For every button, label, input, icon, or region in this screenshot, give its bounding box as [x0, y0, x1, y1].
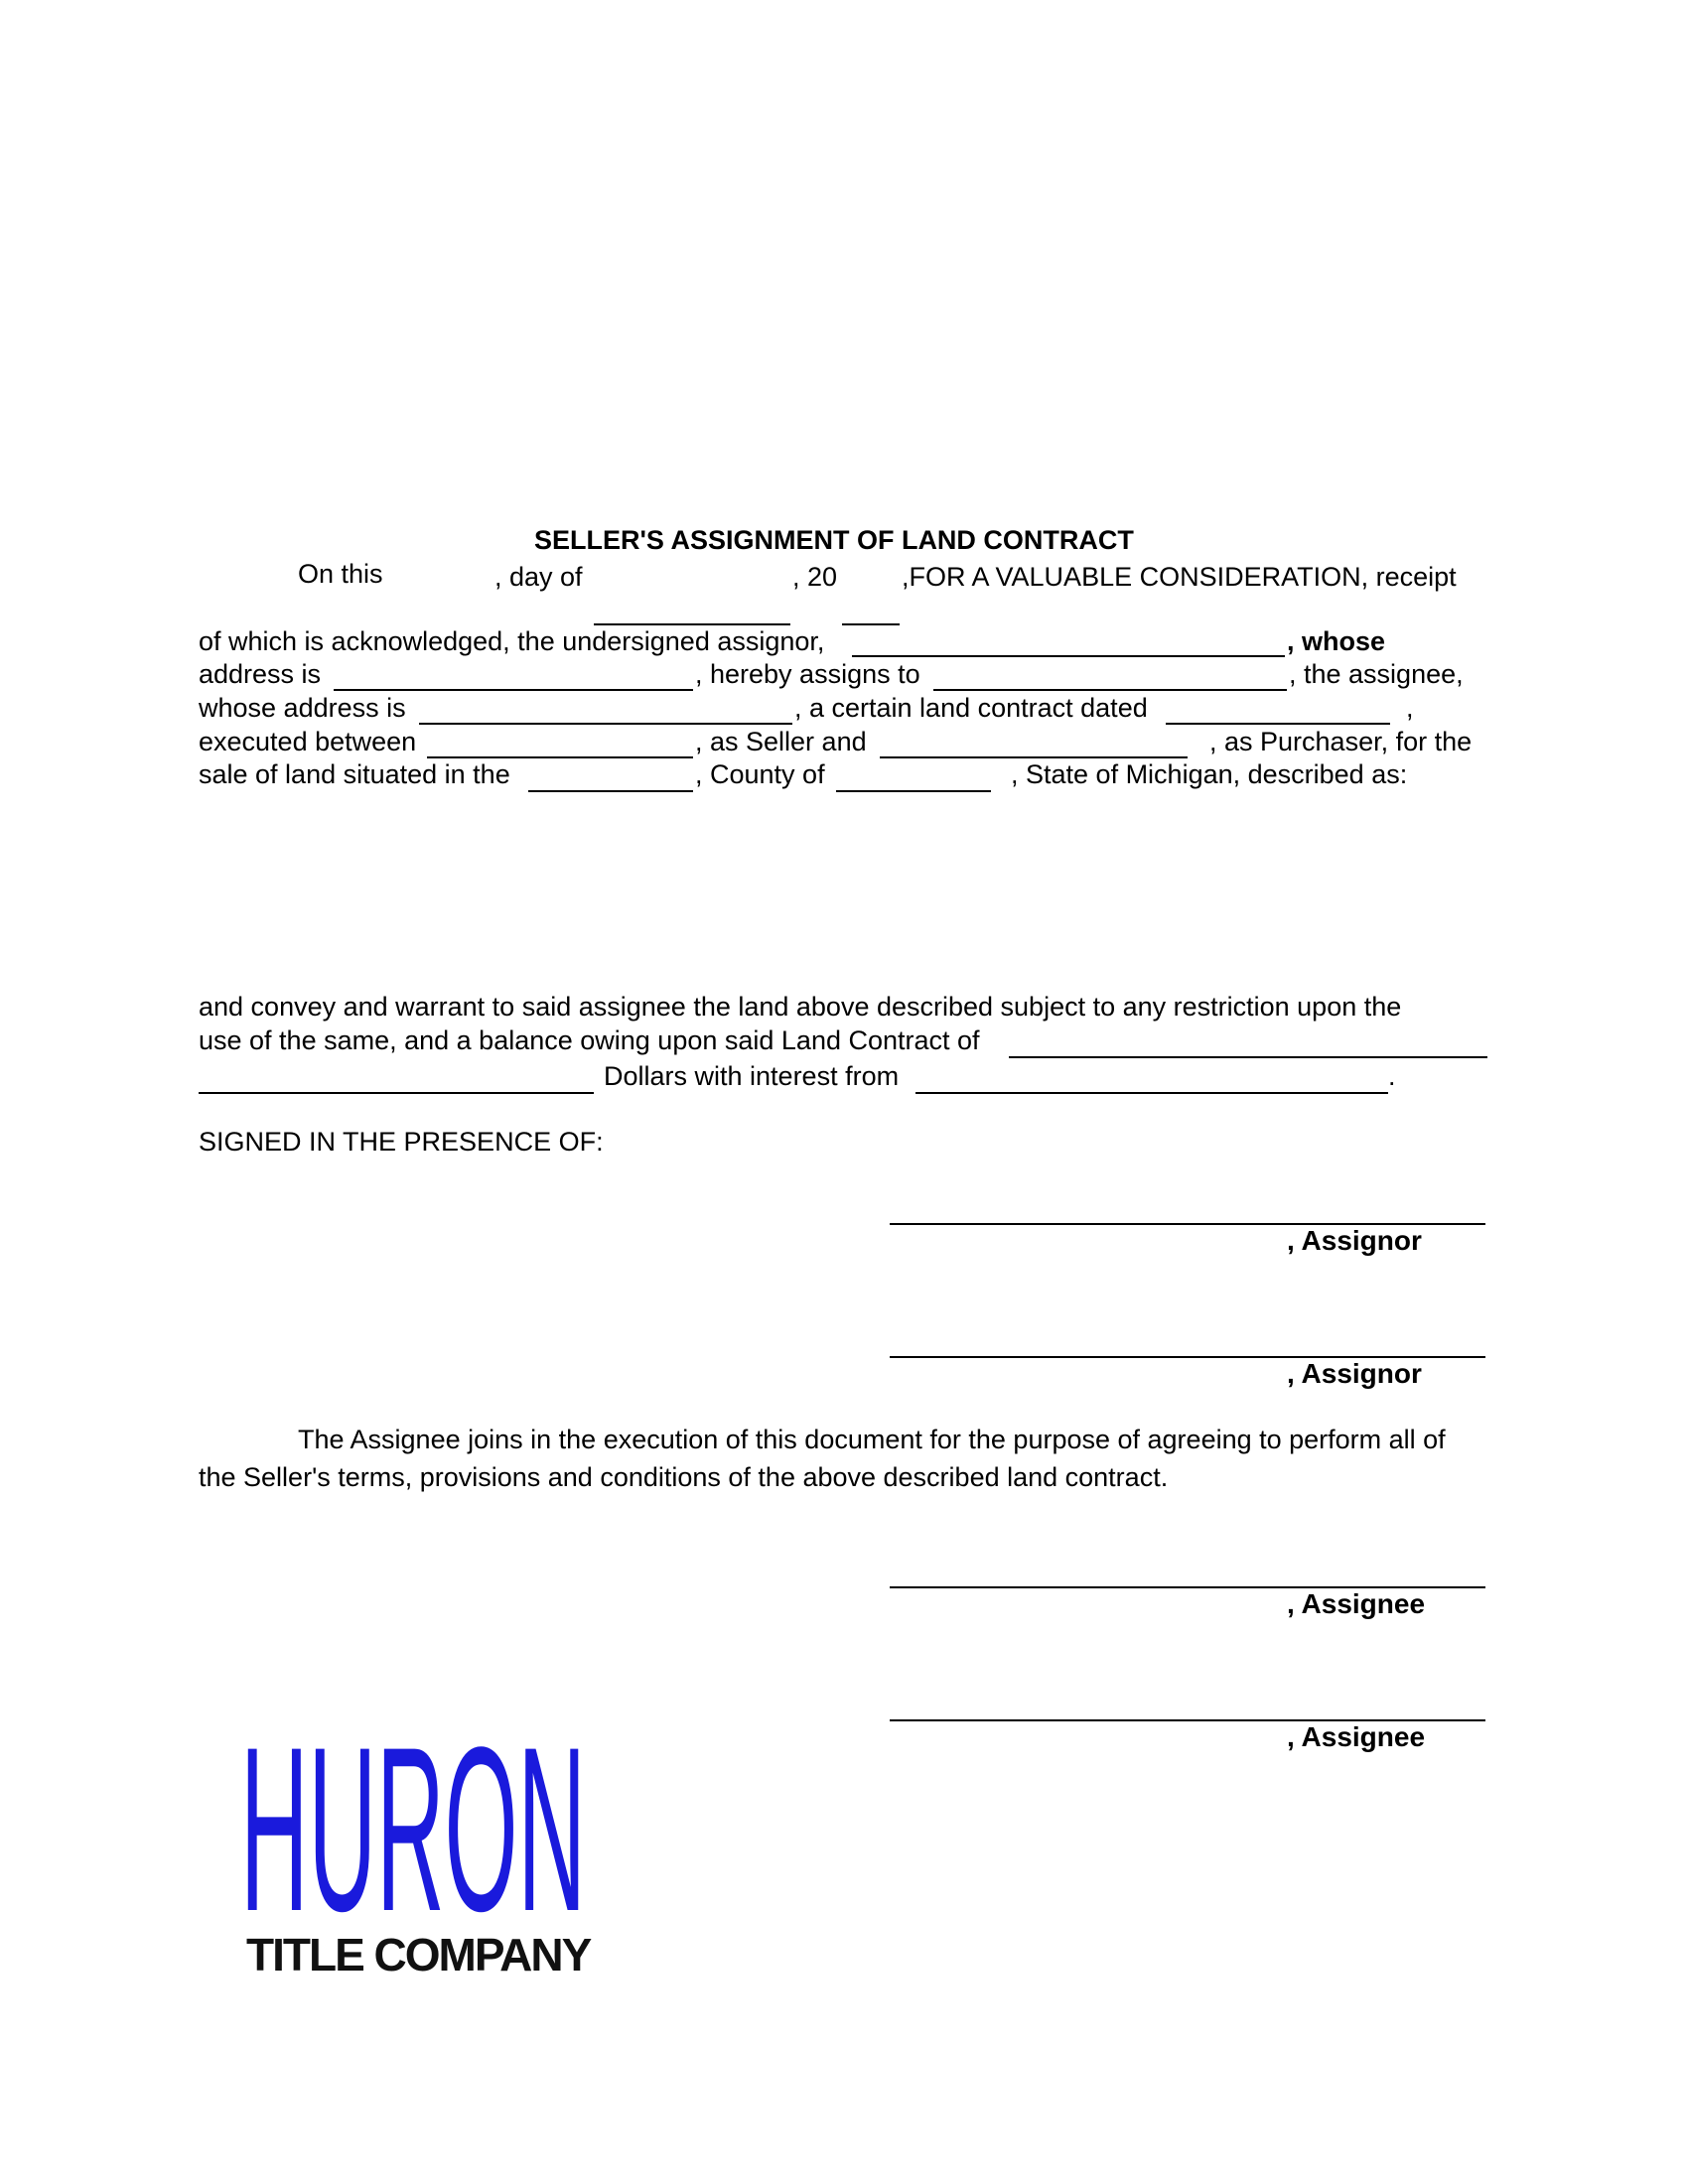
year-prefix-text: , 20: [792, 562, 838, 592]
as-seller-text: , as Seller and: [695, 727, 867, 756]
as-purchaser-text: , as Purchaser, for the: [1209, 727, 1473, 756]
assignee-name-blank[interactable]: [933, 689, 1287, 691]
period-text: .: [1388, 1061, 1396, 1091]
consideration-text: ,FOR A VALUABLE CONSIDERATION, receipt: [902, 562, 1457, 592]
executed-between-text: executed between: [199, 727, 417, 756]
state-of-michigan-text: , State of Michigan, described as:: [1011, 759, 1408, 789]
assignee-address-blank[interactable]: [419, 723, 792, 725]
logo-subtitle: TITLE COMPANY: [246, 1929, 591, 1980]
whose-address-text: whose address is: [199, 693, 406, 723]
p3-line1-text: The Assignee joins in the execution of this document for the purpose of agreeing to perform all of: [298, 1425, 1446, 1454]
assignor-label-2: , Assignor: [1287, 1358, 1422, 1389]
interest-date-blank[interactable]: [915, 1092, 1388, 1094]
p2-line2-text: use of the same, and a balance owing upon said Land Contract of: [199, 1025, 980, 1055]
municipality-blank[interactable]: [528, 790, 693, 792]
assignor-name-blank[interactable]: [852, 655, 1285, 657]
document-title: SELLER'S ASSIGNMENT OF LAND CONTRACT: [534, 525, 1134, 555]
the-assignee-text: , the assignee,: [1289, 659, 1464, 689]
p3-line2-text: the Seller's terms, provisions and conditions of the above described land contract.: [199, 1462, 1169, 1492]
county-blank[interactable]: [836, 790, 991, 792]
address-is-text: address is: [199, 659, 322, 689]
hereby-assigns-text: , hereby assigns to: [695, 659, 920, 689]
balance-amount-blank-2[interactable]: [199, 1092, 594, 1094]
assignor-address-blank[interactable]: [334, 689, 693, 691]
year-blank[interactable]: [842, 623, 900, 625]
date-comma-text: ,: [1406, 693, 1414, 723]
witness-heading: SIGNED IN THE PRESENCE OF:: [199, 1127, 604, 1157]
assignor-label-1: , Assignor: [1287, 1225, 1422, 1256]
assignee-label-1: , Assignee: [1287, 1588, 1426, 1619]
assignee-label-2: , Assignee: [1287, 1721, 1426, 1752]
county-of-text: , County of: [695, 759, 825, 789]
contract-date-blank[interactable]: [1166, 723, 1390, 725]
on-this-text: On this: [298, 559, 383, 589]
logo-main-text: HURON: [240, 1699, 586, 1916]
p1-line2-text: of which is acknowledged, the undersigned assignor,: [199, 626, 825, 656]
sale-of-land-text: sale of land situated in the: [199, 759, 510, 789]
balance-amount-blank[interactable]: [1009, 1056, 1487, 1058]
p2-line1-text: and convey and warrant to said assignee the land above described subject to any restriction upon the: [199, 992, 1402, 1022]
dollars-interest-text: Dollars with interest from: [604, 1061, 900, 1091]
day-of-text: , day of: [494, 562, 583, 592]
whose-text: , whose: [1287, 626, 1386, 656]
huron-logo: [240, 1678, 588, 1916]
contract-dated-text: , a certain land contract dated: [794, 693, 1148, 723]
